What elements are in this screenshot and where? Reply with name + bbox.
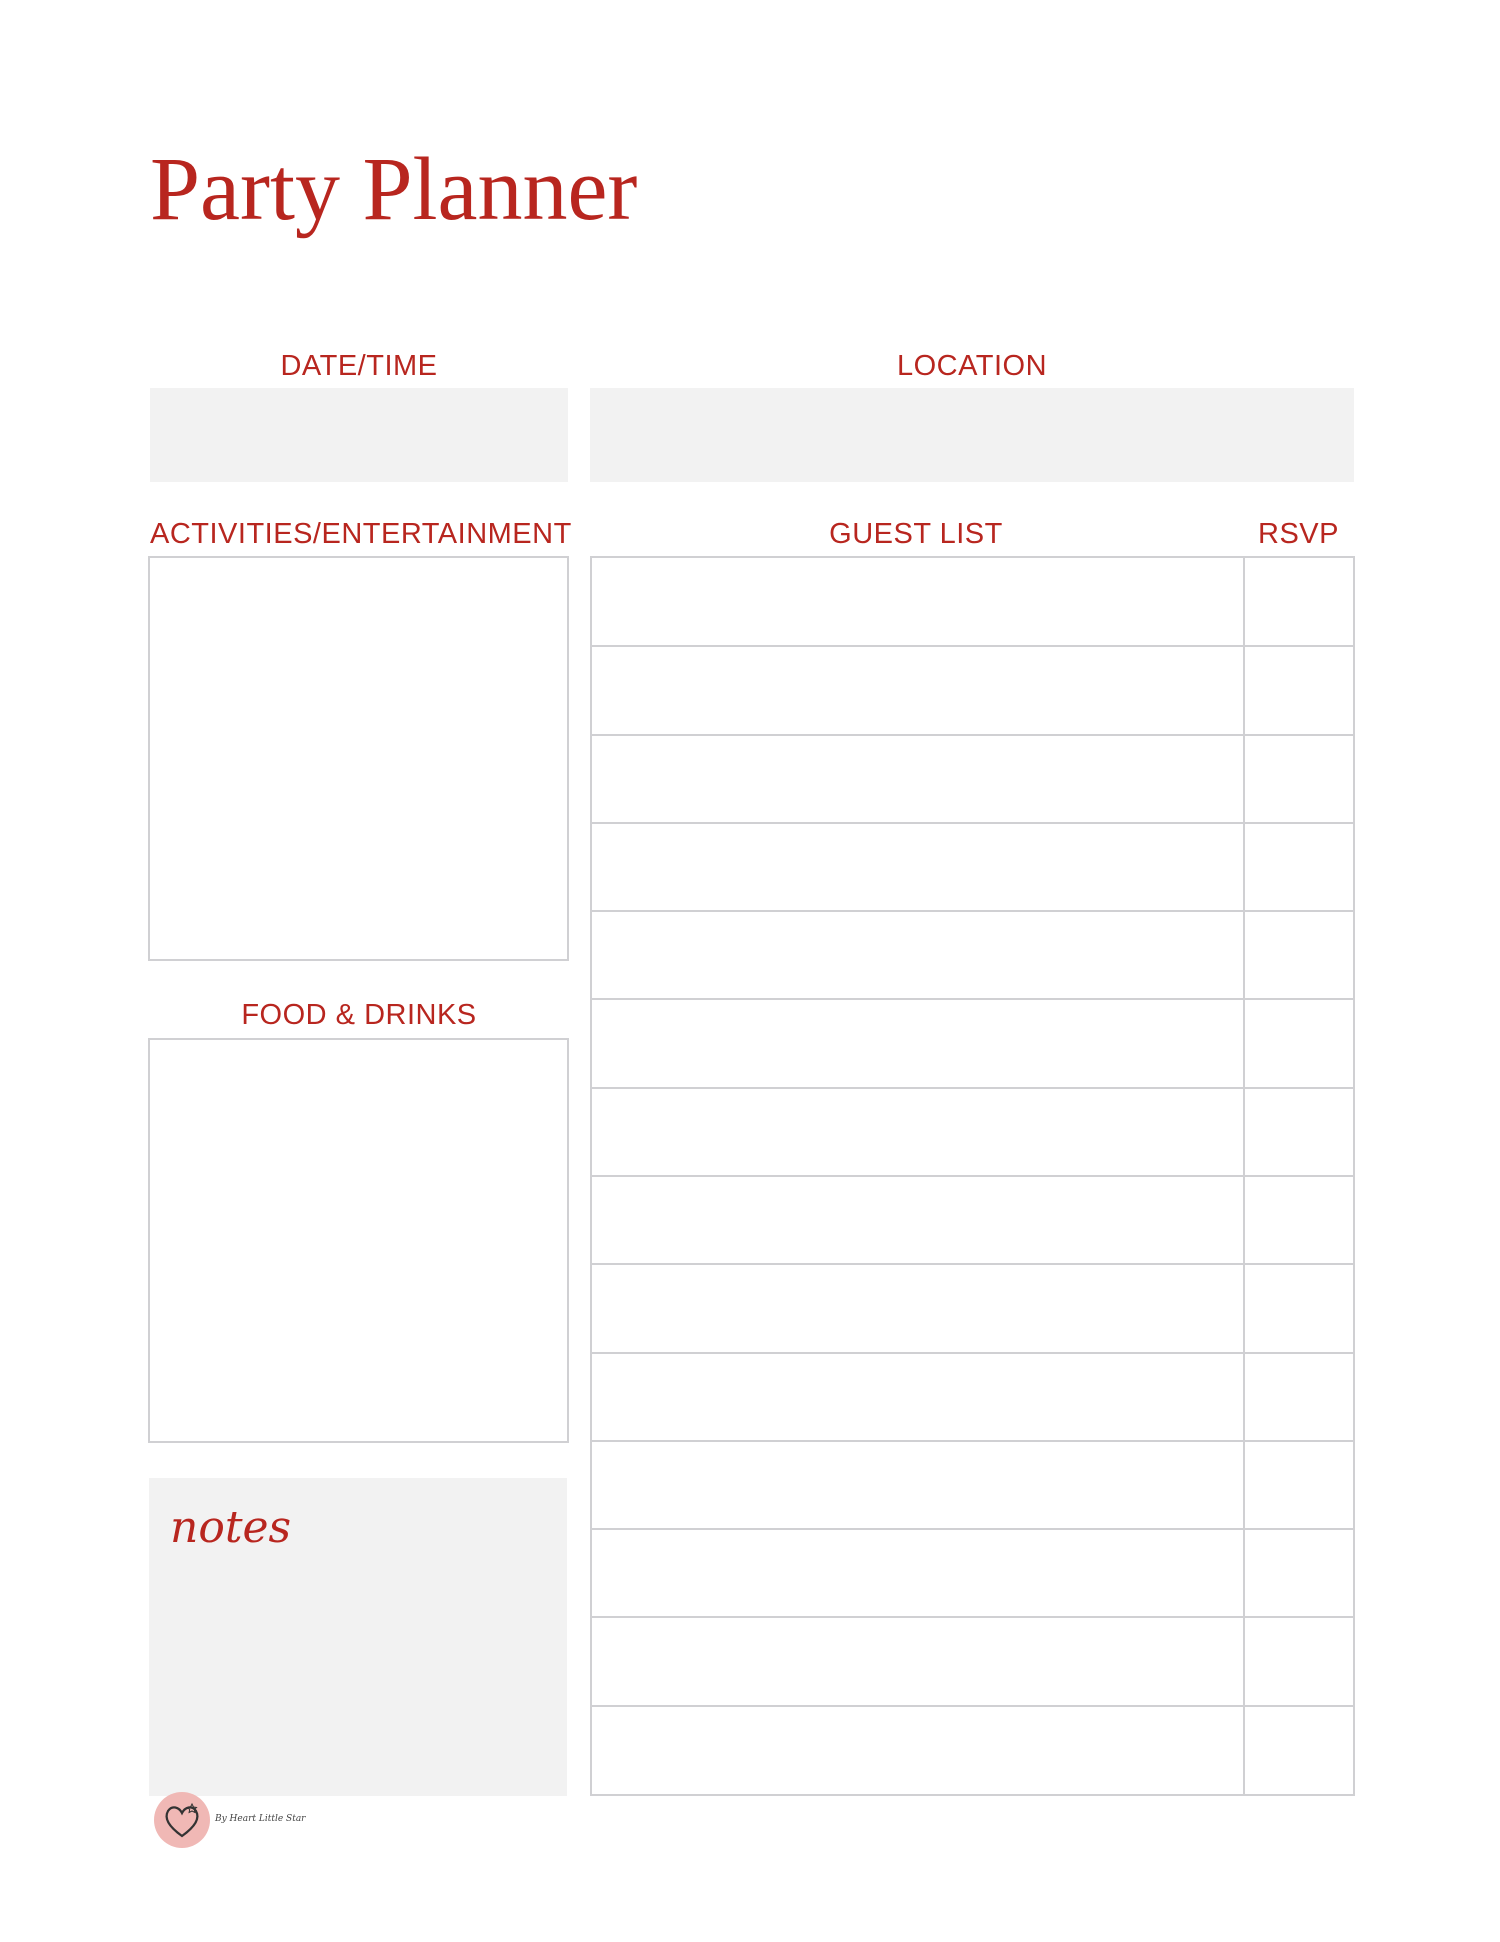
guest-rsvp-cell[interactable]	[1245, 1088, 1353, 1174]
location-field[interactable]	[590, 388, 1354, 482]
guest-rsvp-cell[interactable]	[1245, 735, 1353, 821]
guest-rsvp-cell[interactable]	[1245, 1529, 1353, 1615]
guest-name-cell[interactable]	[592, 1529, 1242, 1615]
guest-name-cell[interactable]	[592, 1353, 1242, 1439]
guest-name-cell[interactable]	[592, 999, 1242, 1085]
page-title: Party Planner	[150, 140, 638, 239]
guest-rsvp-cell[interactable]	[1245, 1441, 1353, 1527]
guest-name-cell[interactable]	[592, 1176, 1242, 1262]
notes-label: notes	[170, 1502, 292, 1553]
guest-rsvp-cell[interactable]	[1245, 1176, 1353, 1262]
date-time-label: DATE/TIME	[280, 350, 438, 382]
guest-name-cell[interactable]	[592, 823, 1242, 909]
food-drinks-field[interactable]	[148, 1038, 569, 1443]
activities-field[interactable]	[148, 556, 569, 961]
guest-name-cell[interactable]	[592, 1441, 1242, 1527]
brand-text: By Heart Little Star	[215, 1814, 306, 1824]
activities-label: ACTIVITIES/ENTERTAINMENT	[150, 518, 572, 550]
guest-rsvp-cell[interactable]	[1245, 999, 1353, 1085]
guest-list-label: GUEST LIST	[829, 518, 1003, 550]
guest-rsvp-cell[interactable]	[1245, 558, 1353, 644]
date-time-field[interactable]	[150, 388, 568, 482]
notes-script-heading	[168, 1490, 292, 1560]
rsvp-label: RSVP	[1258, 518, 1339, 550]
guest-name-cell[interactable]	[592, 646, 1242, 732]
guest-rsvp-cell[interactable]	[1245, 911, 1353, 997]
guest-list-table	[590, 556, 1355, 1796]
guest-rsvp-cell[interactable]	[1245, 1706, 1353, 1792]
guest-name-cell[interactable]	[592, 1264, 1242, 1350]
guest-rsvp-cell[interactable]	[1245, 823, 1353, 909]
guest-name-cell[interactable]	[592, 1706, 1242, 1792]
guest-rsvp-cell[interactable]	[1245, 1353, 1353, 1439]
heart-logo-icon	[154, 1792, 210, 1848]
guest-name-cell[interactable]	[592, 911, 1242, 997]
guest-rsvp-cell[interactable]	[1245, 1617, 1353, 1703]
guest-name-cell[interactable]	[592, 1088, 1242, 1174]
guest-rsvp-cell[interactable]	[1245, 646, 1353, 732]
guest-rsvp-cell[interactable]	[1245, 1264, 1353, 1350]
food-drinks-label: FOOD & DRINKS	[241, 999, 477, 1031]
guest-name-cell[interactable]	[592, 1617, 1242, 1703]
location-label: LOCATION	[896, 350, 1048, 382]
guest-name-cell[interactable]	[592, 735, 1242, 821]
guest-name-cell[interactable]	[592, 558, 1242, 644]
